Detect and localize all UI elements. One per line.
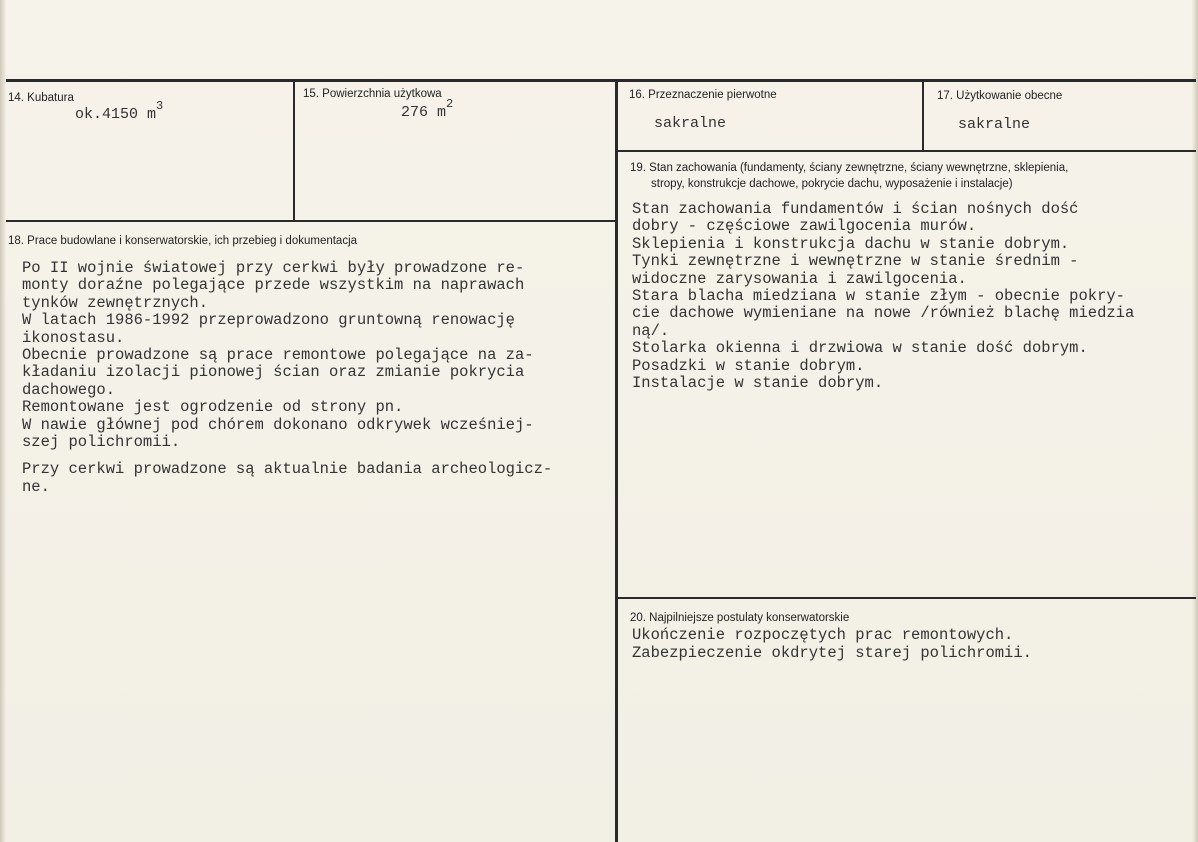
cubature-unit-exponent: 3 xyxy=(156,99,164,113)
divider-center xyxy=(615,80,618,842)
field-14-label: 14. Kubatura xyxy=(8,92,74,104)
field-16-value: sakralne xyxy=(654,115,727,132)
field-16-label: 16. Przeznaczenie pierwotne xyxy=(629,89,777,101)
cubature-value: ok.4150 m xyxy=(75,106,157,123)
field-17-value: sakralne xyxy=(958,116,1031,133)
field-14-value xyxy=(75,99,164,123)
field-15-label: 15. Powierzchnia użytkowa xyxy=(303,88,442,100)
divider-16-17 xyxy=(922,80,924,152)
divider-14-15 xyxy=(293,80,295,222)
field-18-label: 18. Prace budowlane i konserwatorskie, ich przebieg i dokumentacja xyxy=(8,235,358,247)
field-18-text: Po II wojnie światowej przy cerkwi były prowadzone re- monty doraźne polegające przede wszystkim na naprawach tynków zewnętrznych. W latach 1986-1992 przeprowadzono gruntowną renowację ikonostasu. Obecnie prowadzone są prace remontowe polegające na za- kładaniu izolacji pionowej ścian oraz zmianie pokrycia dachowego. Remontowane jest ogrodzenie od strony pn. W nawie głównej pod chórem dokonano odkrywek wcześniej- szej polichromii. xyxy=(22,259,534,452)
field-19-label-line1: 19. Stan zachowania (fundamenty, ściany zewnętrzne, ściany wewnętrzne, sklepienia, xyxy=(630,162,1069,174)
paper-edge-left xyxy=(0,0,6,842)
rule-under-16-17 xyxy=(616,150,1196,152)
field-15-value xyxy=(401,97,454,121)
top-rule xyxy=(6,79,1196,82)
field-19-text: Stan zachowania fundamentów i ścian nośnych dość dobry - częściowe zawilgocenia murów. Sklepienia i konstrukcja dachu w stanie dobrym. Tynki zewnętrzne i wewnętrzne w stanie średnim - widoczne zarysowania i zawilgocenia. Stara blacha miedziana w stanie złym - obecnie pokry- cie dachowe wymieniane na nowe /również blachę miedzia ną/. Stolarka okienna i drzwiowa w stanie dość dobrym. Posadzki w stanie dobrym. Instalacje w stanie dobrym. xyxy=(632,200,1135,393)
area-value: 276 m xyxy=(401,104,447,121)
field-19-label-line2: stropy, konstrukcje dachowe, pokrycie dachu, wyposażenie i instalacje) xyxy=(651,178,1013,190)
area-unit-exponent: 2 xyxy=(446,97,454,111)
field-17-label: 17. Użytkowanie obecne xyxy=(937,90,1063,102)
field-20-label: 20. Najpilniejsze postulaty konserwatorskie xyxy=(630,612,850,624)
rule-under-14-15 xyxy=(6,220,617,222)
paper-edge-right xyxy=(1192,0,1198,842)
rule-under-19 xyxy=(616,597,1196,599)
field-18-text-note: Przy cerkwi prowadzone są aktualnie badania archeologicz- ne. xyxy=(22,460,553,496)
field-20-text: Ukończenie rozpoczętych prac remontowych. Zabezpieczenie okdrytej starej polichromii. xyxy=(632,626,1032,662)
